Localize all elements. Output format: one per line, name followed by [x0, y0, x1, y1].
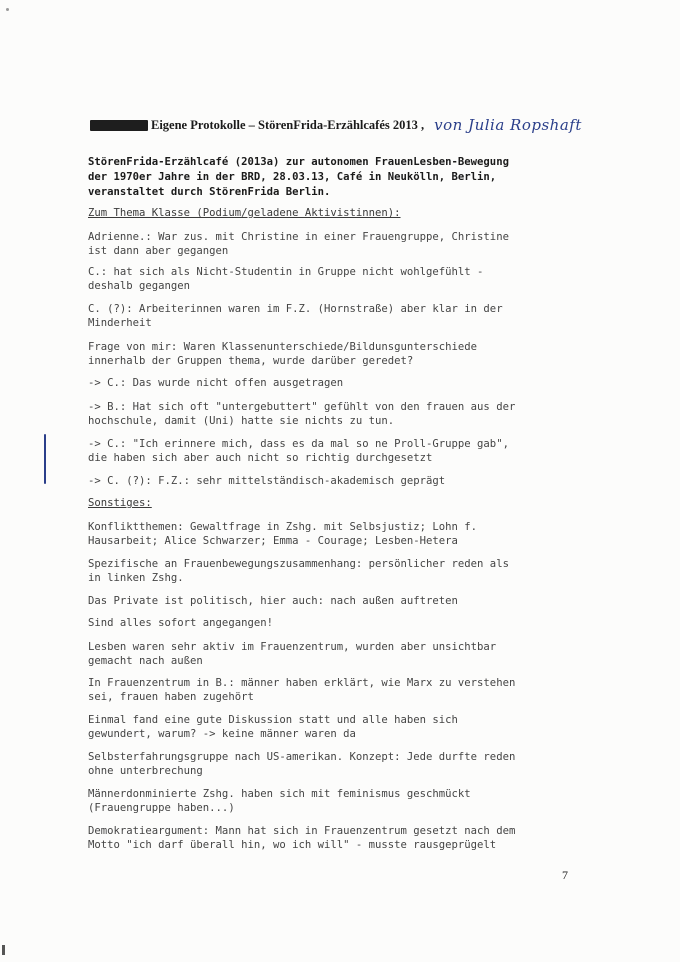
paragraph: C.: hat sich als Nicht-Studentin in Gruppe nicht wohlgefühlt - deshalb gegangen: [88, 266, 484, 292]
paragraph: Männerdonminierte Zshg. haben sich mit feminismus geschmückt (Frauengruppe haben...): [88, 788, 471, 814]
paragraph: -> C.: Das wurde nicht offen ausgetragen: [88, 377, 344, 389]
paragraph: In Frauenzentrum in B.: männer haben erklärt, wie Marx zu verstehen sei, frauen haben zugehört: [88, 677, 516, 703]
paragraph: -> C. (?): F.Z.: sehr mittelständisch-akademisch geprägt: [88, 475, 446, 487]
intro-text: StörenFrida-Erzählcafé (2013a) zur autonomen FrauenLesben-Bewegung der 1970er Jahre in der BRD, 28.03.13, Café in Neukölln, Berlin, veranstaltet durch StörenFrida Berlin.: [88, 156, 509, 198]
scan-speck: [6, 8, 9, 11]
page-number: 7: [562, 868, 568, 882]
paragraph: Sind alles sofort angegangen!: [88, 617, 273, 629]
handwritten-margin-line: [44, 434, 46, 484]
scan-edge-mark: [2, 945, 5, 955]
paragraph: C. (?): Arbeiterinnen waren im F.Z. (Hornstraße) aber klar in der Minderheit: [88, 303, 503, 329]
redacted-label: [90, 120, 148, 131]
handwritten-author: von Julia Ropshaft: [434, 116, 582, 134]
paragraph: -> C.: "Ich erinnere mich, dass es da mal so ne Proll-Gruppe gab", die haben sich aber auch nicht so richtig durchgesetzt: [88, 438, 509, 464]
section-heading-klasse: Zum Thema Klasse (Podium/geladene Aktivistinnen):: [88, 207, 401, 219]
paragraph: Frage von mir: Waren Klassenunterschiede/Bildunsgunterschiede innerhalb der Gruppen thema, wurde darüber geredet?: [88, 341, 478, 367]
paragraph: Das Private ist politisch, hier auch: nach außen auftreten: [88, 595, 458, 607]
paragraph: Lesben waren sehr aktiv im Frauenzentrum, wurden aber unsichtbar gemacht nach außen: [88, 641, 497, 667]
paragraph: Einmal fand eine gute Diskussion statt und alle haben sich gewundert, warum? -> keine männer waren da: [88, 714, 458, 740]
paragraph: Adrienne.: War zus. mit Christine in einer Frauengruppe, Christine ist dann aber gegangen: [88, 231, 509, 257]
document-header: [90, 112, 650, 138]
paragraph: -> B.: Hat sich oft "untergebuttert" gefühlt von den frauen aus der hochschule, damit (Uni) hatte sie nichts zu tun.: [88, 401, 516, 427]
paragraph: Spezifische an Frauenbewegungszusammenhang: persönlicher reden als in linken Zshg.: [88, 558, 509, 584]
section-heading-sonstiges: Sonstiges:: [88, 497, 152, 509]
paragraph: Demokratieargument: Mann hat sich in Frauenzentrum gesetzt nach dem Motto "ich darf überall hin, wo ich will" - musste rausgeprügelt: [88, 825, 516, 851]
paragraph: Konfliktthemen: Gewaltfrage in Zshg. mit Selbsjustiz; Lohn f. Hausarbeit; Alice Schwarzer; Emma - Courage; Lesben-Hetera: [88, 521, 478, 547]
header-title: Eigene Protokolle – StörenFrida-Erzählcafés 2013 ,: [151, 117, 425, 132]
paragraph: Selbsterfahrungsgruppe nach US-amerikan. Konzept: Jede durfte reden ohne unterbrechung: [88, 751, 516, 777]
